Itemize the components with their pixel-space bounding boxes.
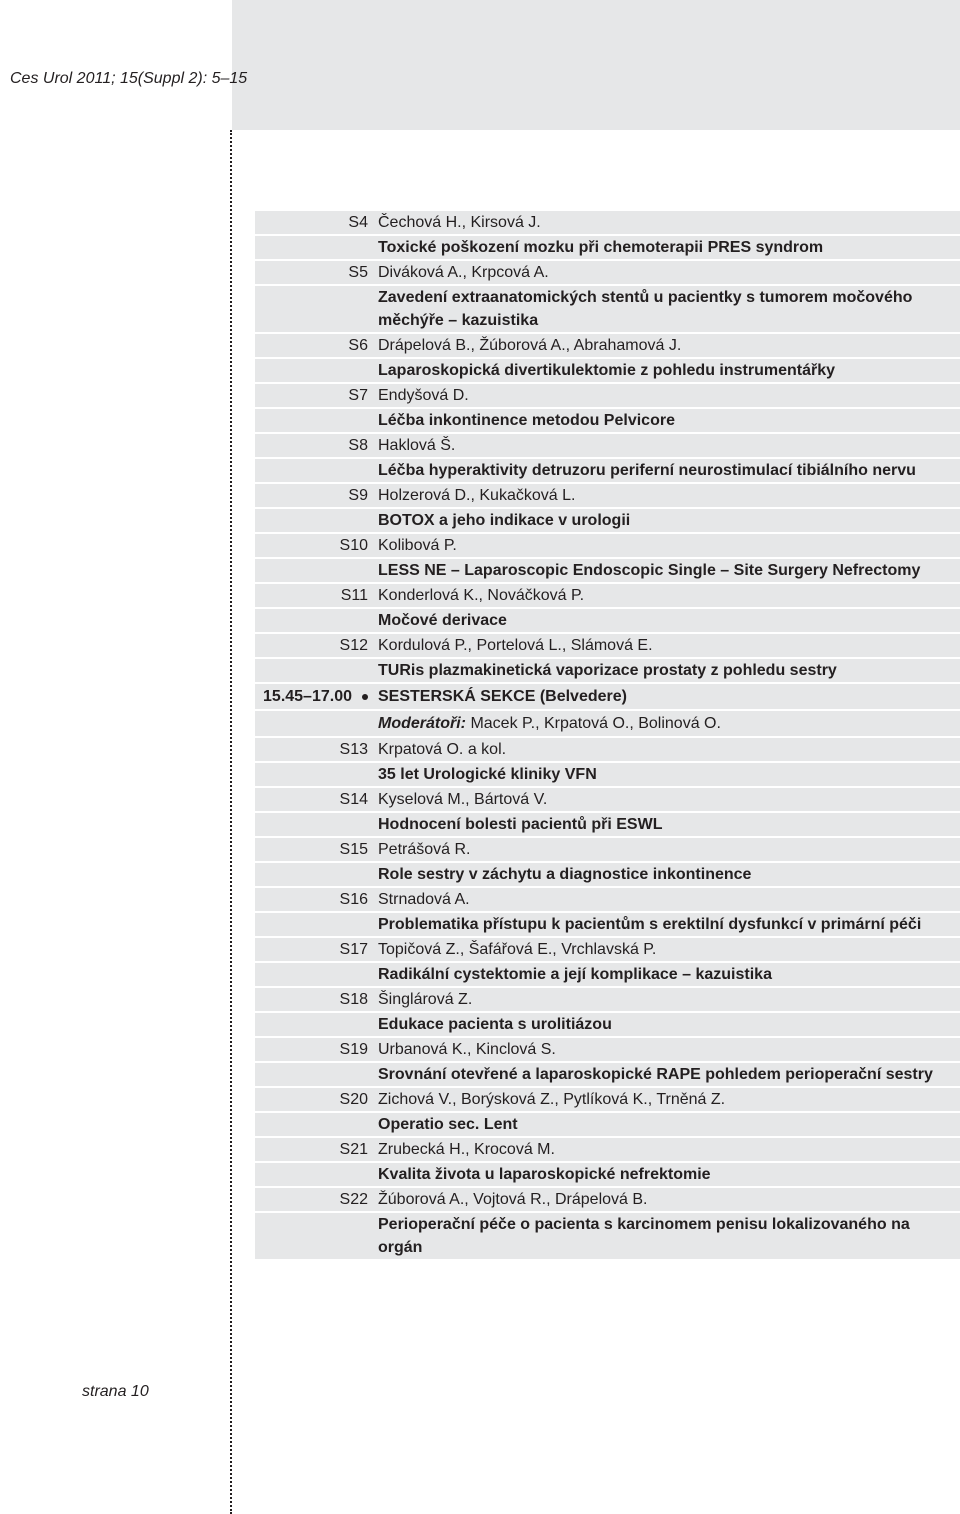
abstract-code: S18 [339,991,368,1008]
abstract-authors-row [255,1188,960,1211]
abstract-title: Hodnocení bolesti pacientů při ESWL [378,816,663,833]
abstract-title-row [255,1063,960,1086]
abstract-authors-row [255,738,960,761]
abstract-title-row [255,659,960,682]
abstract-code: S8 [348,437,368,454]
abstract-authors-row [255,384,960,407]
abstract-authors-row [255,434,960,457]
abstract-authors: Čechová H., Kirsová J. [378,214,541,231]
abstract-title-row [255,509,960,532]
abstract-title-row [255,963,960,986]
session-time: 15.45–17.00 [263,688,352,705]
journal-citation: Ces Urol 2011; 15(Suppl 2): 5–15 [10,70,248,87]
abstract-title-row [255,813,960,836]
abstract-authors-row [255,838,960,861]
abstract-title-row [255,459,960,482]
abstract-code: S21 [339,1141,368,1158]
abstract-authors-row [255,334,960,357]
abstract-title: 35 let Urologické kliniky VFN [378,766,597,783]
abstract-title: Laparoskopická divertikulektomie z pohledu instrumentářky [378,362,836,379]
abstract-authors: Zichová V., Borýsková Z., Pytlíková K., Trněná Z. [378,1091,726,1108]
abstract-authors: Haklová Š. [378,437,456,454]
abstract-title-row [255,409,960,432]
bullet-icon [362,694,368,700]
abstract-authors: Endyšová D. [378,387,469,404]
abstract-code: S22 [339,1191,368,1208]
abstract-authors: Diváková A., Krpcová A. [378,264,549,281]
abstract-authors-row [255,788,960,811]
abstract-authors-row [255,1038,960,1061]
abstract-authors-row [255,534,960,557]
abstract-title-row [255,359,960,382]
abstract-authors: Petrášová R. [378,841,471,858]
abstract-title-row [255,1213,960,1259]
session-moderators [255,711,960,736]
abstract-title: Močové derivace [378,612,507,629]
abstract-title: Operatio sec. Lent [378,1116,518,1133]
abstract-authors: Zrubecká H., Krocová M. [378,1141,555,1158]
abstract-code: S20 [339,1091,368,1108]
abstract-title: BOTOX a jeho indikace v urologii [378,512,631,529]
abstract-authors: Topičová Z., Šafářová E., Vrchlavská P. [378,941,657,958]
abstract-authors-row [255,1138,960,1161]
abstract-title: Srovnání otevřené a laparoskopické RAPE pohledem perioperační sestry [378,1066,933,1083]
abstract-title: Zavedení extraanatomických stentů u pacientky s tumorem močového měchýře – kazuistika [378,289,913,329]
abstract-code: S5 [348,264,368,281]
abstract-authors: Drápelová B., Žúborová A., Abrahamová J. [378,337,682,354]
abstract-title: LESS NE – Laparoscopic Endoscopic Single – Site Surgery Nefrectomy [378,562,921,579]
abstract-authors-row [255,938,960,961]
abstract-title-row [255,1163,960,1186]
abstract-code: S16 [339,891,368,908]
abstract-authors: Kordulová P., Portelová L., Slámová E. [378,637,653,654]
abstract-title-row [255,763,960,786]
abstract-title-row [255,236,960,259]
header-bar [232,0,960,130]
dotted-divider [230,130,232,1514]
abstract-title: Edukace pacienta s urolitiázou [378,1016,612,1033]
abstract-authors: Strnadová A. [378,891,470,908]
abstract-authors: Kyselová M., Bártová V. [378,791,548,808]
abstract-authors: Žúborová A., Vojtová R., Drápelová B. [378,1191,648,1208]
abstract-authors-row [255,211,960,234]
abstract-title: Role sestry v záchytu a diagnostice inkontinence [378,866,752,883]
abstract-title: Toxické poškození mozku při chemoterapii PRES syndrom [378,239,824,256]
abstract-title: Léčba hyperaktivity detruzoru periferní neurostimulací tibiálního nervu [378,462,916,479]
abstract-authors: Šinglárová Z. [378,991,473,1008]
abstract-list-2 [255,684,960,1261]
abstract-authors-row [255,888,960,911]
abstract-title-row [255,559,960,582]
abstract-title: Radikální cystektomie a její komplikace – kazuistika [378,966,772,983]
session-header [255,684,960,709]
abstract-code: S10 [339,537,368,554]
abstract-code: S15 [339,841,368,858]
moderators-names: Macek P., Krpatová O., Bolinová O. [466,715,721,732]
abstract-code: S13 [339,741,368,758]
abstract-title-row [255,286,960,332]
abstract-authors-row [255,634,960,657]
abstract-authors: Konderlová K., Nováčková P. [378,587,585,604]
abstract-authors-row [255,584,960,607]
abstract-code: S17 [339,941,368,958]
abstract-title-row [255,913,960,936]
abstract-code: S19 [339,1041,368,1058]
abstract-code: S6 [348,337,368,354]
abstract-authors-row [255,988,960,1011]
session-title: SESTERSKÁ SEKCE (Belvedere) [378,688,627,705]
abstract-title-row [255,609,960,632]
abstract-title: Perioperační péče o pacienta s karcinomem penisu lokalizovaného na orgán [378,1216,910,1256]
abstract-code: S7 [348,387,368,404]
abstract-code: S11 [340,587,368,604]
abstract-title-row [255,863,960,886]
abstract-authors: Holzerová D., Kukačková L. [378,487,576,504]
abstract-authors-row [255,261,960,284]
abstract-title: Kvalita života u laparoskopické nefrektomie [378,1166,711,1183]
abstract-title: Léčba inkontinence metodou Pelvicore [378,412,675,429]
abstract-authors: Kolibová P. [378,537,457,554]
abstract-code: S12 [339,637,368,654]
moderators-label: Moderátoři: [378,715,466,732]
abstract-authors-row [255,484,960,507]
abstract-authors-row [255,1088,960,1111]
abstract-code: S4 [348,214,368,231]
abstract-authors: Urbanová K., Kinclová S. [378,1041,556,1058]
abstract-title: Problematika přístupu k pacientům s erektilní dysfunkcí v primární péči [378,916,922,933]
session-time-cell [255,685,378,708]
abstract-list-1 [255,211,960,684]
abstract-title: TURis plazmakinetická vaporizace prostaty z pohledu sestry [378,662,837,679]
page-number: strana 10 [82,1383,149,1400]
abstract-title-row [255,1013,960,1036]
abstract-code: S9 [348,487,368,504]
abstract-code: S14 [339,791,368,808]
abstract-title-row [255,1113,960,1136]
abstract-authors: Krpatová O. a kol. [378,741,507,758]
